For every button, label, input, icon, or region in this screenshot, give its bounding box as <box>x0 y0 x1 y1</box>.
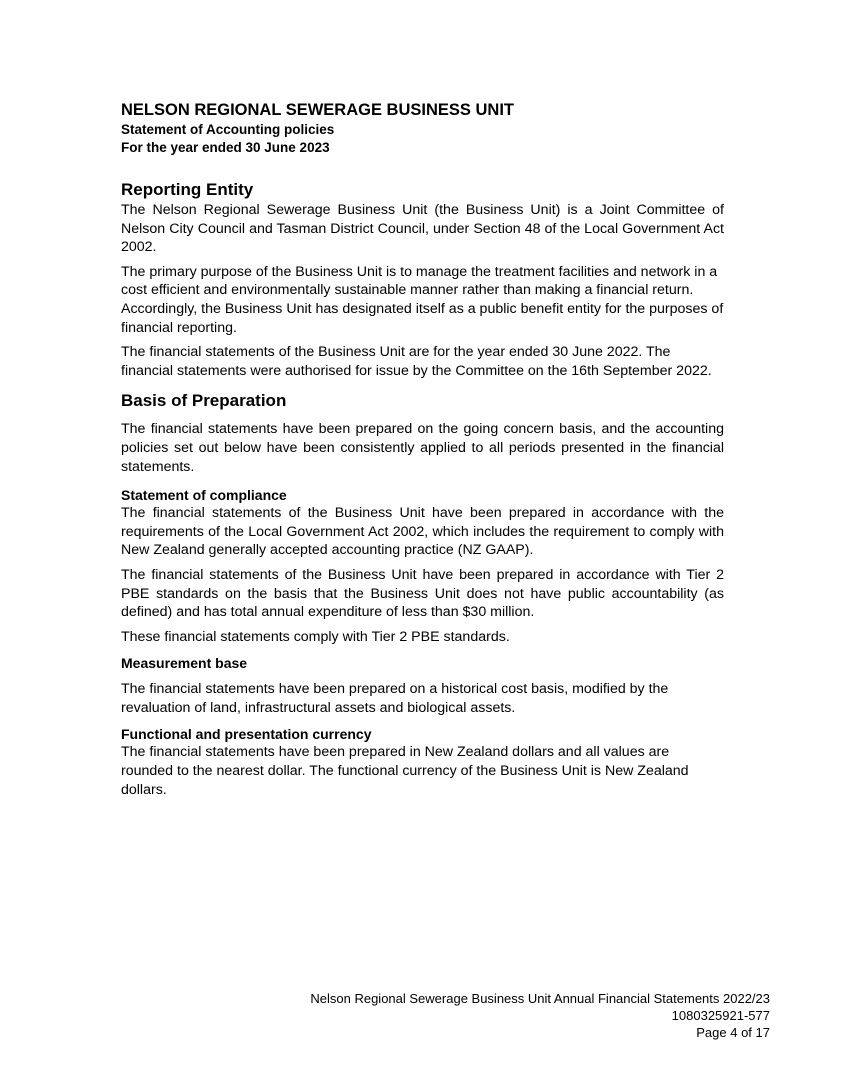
currency-heading: Functional and presentation currency <box>121 726 372 743</box>
compliance-heading: Statement of compliance <box>121 487 287 504</box>
basis-of-preparation-heading: Basis of Preparation <box>121 391 287 411</box>
compliance-paragraph: The financial statements of the Business Unit have been prepared in accordance with Tier 2 PBE standards on the basis that the Business Unit does not have public accountability (as defined) and has total annual expenditure of less than $30 million. <box>121 566 724 621</box>
basis-intro-paragraph: The financial statements have been prepared on the going concern basis, and the accounting policies set out below have been consistently applied to all periods presented in the financial statements. <box>121 421 724 475</box>
footer-page-number: Page 4 of 17 <box>696 1025 770 1040</box>
document-subtitle: Statement of Accounting policies <box>121 122 335 137</box>
footer-document-name: Nelson Regional Sewerage Business Unit Annual Financial Statements 2022/23 <box>310 991 770 1006</box>
compliance-paragraph: The financial statements of the Business Unit have been prepared in accordance with the requirements of the Local Government Act 2002, which includes the requirement to comply with New Zealand generally accepted accounting practice (NZ GAAP). <box>121 505 724 559</box>
footer-document-id: 1080325921-577 <box>671 1008 770 1023</box>
compliance-paragraph: These financial statements comply with Tier 2 PBE standards. <box>121 628 510 645</box>
reporting-entity-paragraph: The primary purpose of the Business Unit is to manage the treatment facilities and network in a cost efficient and environmentally sustainable manner rather than making a financial return. Accordingly, the Business Unit has designated itself as a public benefit entity for the purposes of financial reporting. <box>121 263 724 336</box>
reporting-entity-paragraph: The financial statements of the Business Unit are for the year ended 30 June 2022. The financial statements were authorised for issue by the Committee on the 16th September 2022. <box>121 344 712 379</box>
document-period: For the year ended 30 June 2023 <box>121 140 330 155</box>
measurement-paragraph: The financial statements have been prepared on a historical cost basis, modified by the revaluation of land, infrastructural assets and biological assets. <box>121 681 669 716</box>
reporting-entity-heading: Reporting Entity <box>121 180 254 199</box>
page-footer <box>310 990 770 1041</box>
measurement-heading: Measurement base <box>121 655 248 672</box>
document-title: NELSON REGIONAL SEWERAGE BUSINESS UNIT <box>121 101 514 119</box>
currency-paragraph: The financial statements have been prepared in New Zealand dollars and all values are rounded to the nearest dollar. The functional currency of the Business Unit is New Zealand dollars. <box>121 744 689 798</box>
document-body <box>121 100 724 799</box>
reporting-entity-paragraph: The Nelson Regional Sewerage Business Unit (the Business Unit) is a Joint Committee of Nelson City Council and Tasman District Council, under Section 48 of the Local Government Act 2002. <box>121 202 724 256</box>
